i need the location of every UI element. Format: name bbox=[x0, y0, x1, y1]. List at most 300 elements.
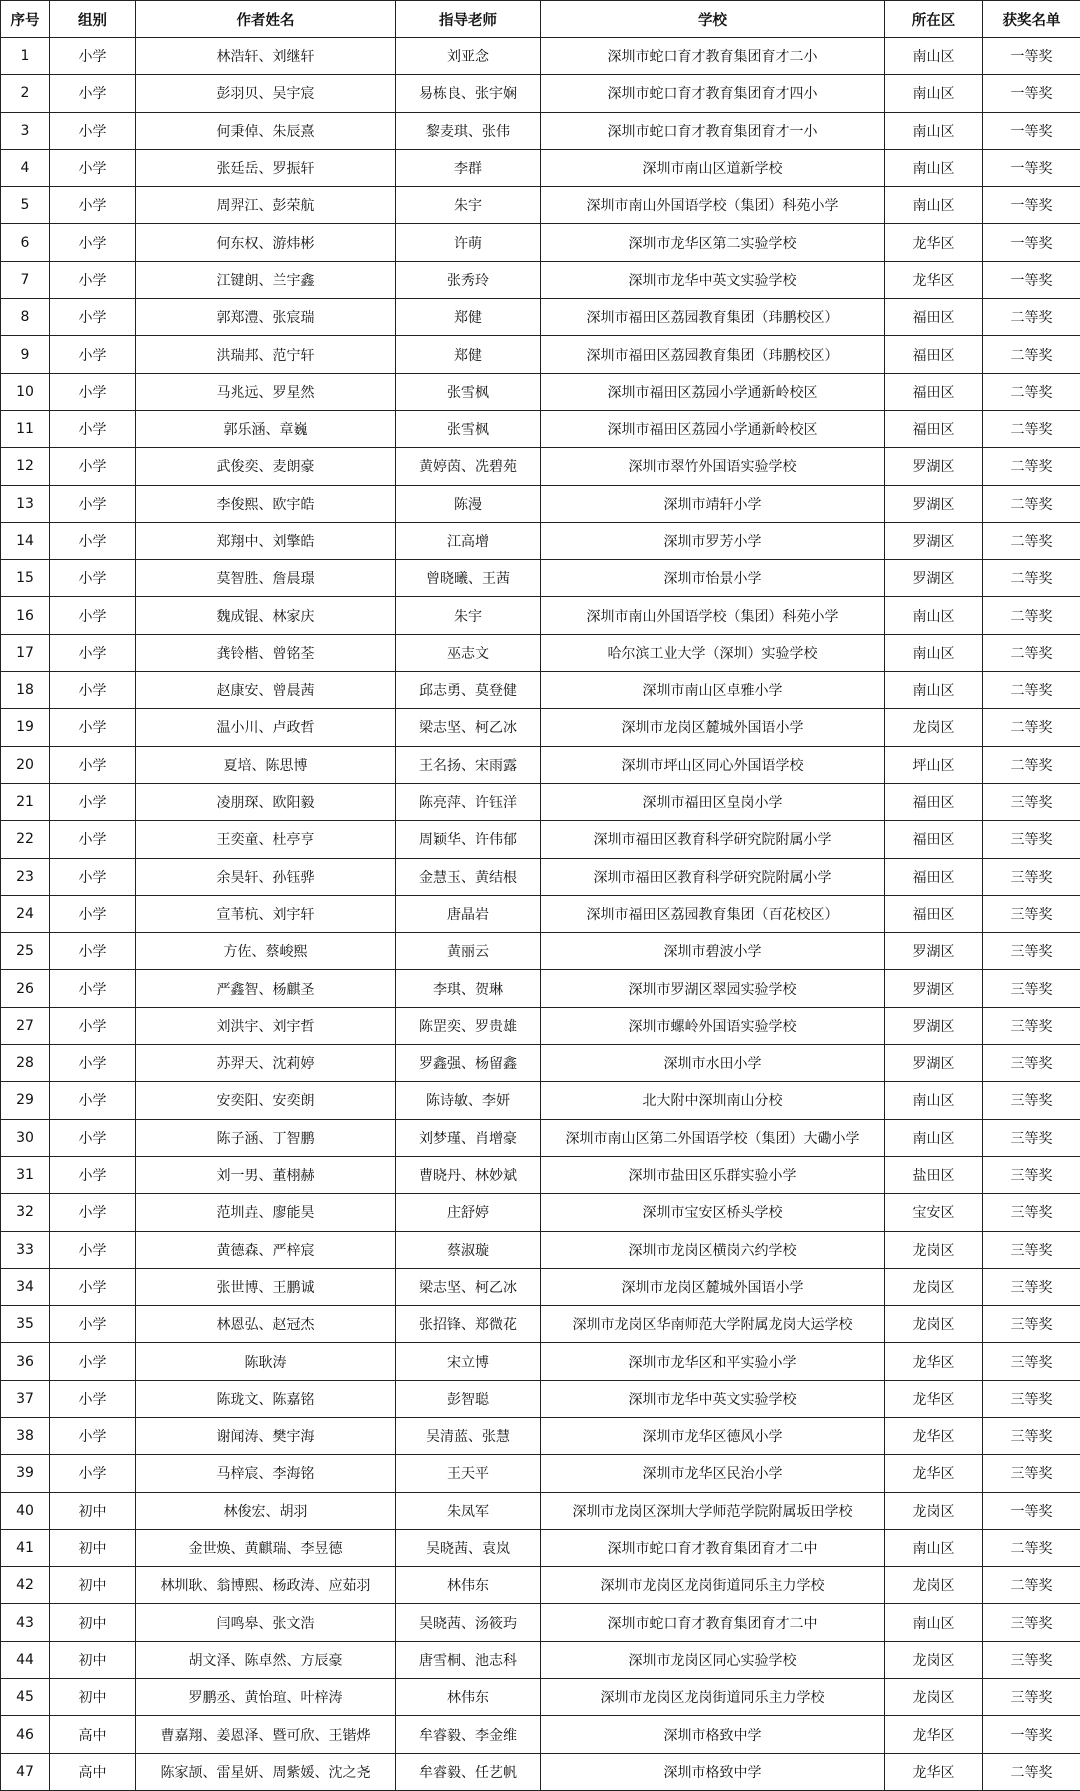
cell-teachers: 黄婷茵、冼碧苑 bbox=[396, 448, 541, 485]
cell-index: 40 bbox=[1, 1492, 50, 1529]
cell-group: 小学 bbox=[50, 38, 136, 75]
cell-teachers: 金慧玉、黄结根 bbox=[396, 858, 541, 895]
cell-district: 南山区 bbox=[885, 149, 983, 186]
cell-school: 深圳市龙华区德风小学 bbox=[541, 1417, 885, 1454]
cell-district: 南山区 bbox=[885, 1119, 983, 1156]
table-row bbox=[1, 1007, 1080, 1044]
cell-district: 龙岗区 bbox=[885, 1306, 983, 1343]
cell-group: 小学 bbox=[50, 1231, 136, 1268]
cell-authors: 李俊熙、欧宇皓 bbox=[136, 485, 396, 522]
cell-index: 41 bbox=[1, 1529, 50, 1566]
cell-index: 30 bbox=[1, 1119, 50, 1156]
table-row bbox=[1, 1380, 1080, 1417]
table-row bbox=[1, 1679, 1080, 1716]
cell-award: 一等奖 bbox=[983, 1716, 1080, 1753]
table-row bbox=[1, 187, 1080, 224]
cell-district: 龙华区 bbox=[885, 1455, 983, 1492]
cell-index: 14 bbox=[1, 522, 50, 559]
cell-index: 2 bbox=[1, 75, 50, 112]
cell-award: 二等奖 bbox=[983, 672, 1080, 709]
cell-group: 小学 bbox=[50, 709, 136, 746]
cell-teachers: 吴清蓝、张慧 bbox=[396, 1417, 541, 1454]
header-authors: 作者姓名 bbox=[136, 1, 396, 38]
cell-authors: 林恩弘、赵冠杰 bbox=[136, 1306, 396, 1343]
cell-award: 三等奖 bbox=[983, 1045, 1080, 1082]
cell-district: 宝安区 bbox=[885, 1194, 983, 1231]
cell-district: 南山区 bbox=[885, 1604, 983, 1641]
cell-authors: 马兆远、罗星然 bbox=[136, 373, 396, 410]
cell-group: 小学 bbox=[50, 448, 136, 485]
cell-district: 南山区 bbox=[885, 634, 983, 671]
cell-group: 小学 bbox=[50, 821, 136, 858]
cell-index: 44 bbox=[1, 1641, 50, 1678]
cell-index: 20 bbox=[1, 746, 50, 783]
table-row bbox=[1, 1268, 1080, 1305]
cell-group: 初中 bbox=[50, 1641, 136, 1678]
table-row bbox=[1, 1045, 1080, 1082]
cell-district: 罗湖区 bbox=[885, 970, 983, 1007]
cell-award: 三等奖 bbox=[983, 1306, 1080, 1343]
cell-district: 龙岗区 bbox=[885, 1492, 983, 1529]
cell-authors: 林俊宏、胡羽 bbox=[136, 1492, 396, 1529]
cell-school: 深圳市蛇口育才教育集团育才二中 bbox=[541, 1604, 885, 1641]
cell-district: 福田区 bbox=[885, 783, 983, 820]
table-row bbox=[1, 1306, 1080, 1343]
cell-award: 三等奖 bbox=[983, 1380, 1080, 1417]
cell-award: 二等奖 bbox=[983, 1567, 1080, 1604]
cell-group: 小学 bbox=[50, 149, 136, 186]
cell-award: 三等奖 bbox=[983, 858, 1080, 895]
cell-authors: 郭郑澧、张宸瑞 bbox=[136, 299, 396, 336]
cell-district: 福田区 bbox=[885, 336, 983, 373]
table-row bbox=[1, 224, 1080, 261]
cell-school: 深圳市福田区教育科学研究院附属小学 bbox=[541, 821, 885, 858]
cell-teachers: 吴晓茜、袁岚 bbox=[396, 1529, 541, 1566]
cell-authors: 马梓宸、李海铭 bbox=[136, 1455, 396, 1492]
table-row bbox=[1, 709, 1080, 746]
cell-authors: 王奕童、杜亭亨 bbox=[136, 821, 396, 858]
table-row bbox=[1, 597, 1080, 634]
cell-authors: 武俊奕、麦朗豪 bbox=[136, 448, 396, 485]
cell-teachers: 许萌 bbox=[396, 224, 541, 261]
table-header bbox=[1, 1, 1080, 38]
cell-district: 龙岗区 bbox=[885, 1567, 983, 1604]
table-row bbox=[1, 1604, 1080, 1641]
table-row bbox=[1, 410, 1080, 447]
cell-award: 三等奖 bbox=[983, 1268, 1080, 1305]
cell-group: 小学 bbox=[50, 1268, 136, 1305]
cell-group: 初中 bbox=[50, 1679, 136, 1716]
cell-school: 深圳市碧波小学 bbox=[541, 933, 885, 970]
table-row bbox=[1, 1231, 1080, 1268]
cell-teachers: 李琪、贺琳 bbox=[396, 970, 541, 1007]
cell-school: 深圳市南山外国语学校（集团）科苑小学 bbox=[541, 597, 885, 634]
cell-school: 深圳市罗芳小学 bbox=[541, 522, 885, 559]
cell-district: 龙华区 bbox=[885, 261, 983, 298]
cell-school: 深圳市福田区荔园教育集团（百花校区） bbox=[541, 895, 885, 932]
cell-award: 三等奖 bbox=[983, 1343, 1080, 1380]
cell-district: 盐田区 bbox=[885, 1156, 983, 1193]
cell-award: 二等奖 bbox=[983, 373, 1080, 410]
cell-teachers: 牟睿毅、李金维 bbox=[396, 1716, 541, 1753]
header-teachers: 指导老师 bbox=[396, 1, 541, 38]
cell-district: 罗湖区 bbox=[885, 560, 983, 597]
cell-school: 深圳市蛇口育才教育集团育才四小 bbox=[541, 75, 885, 112]
header-index: 序号 bbox=[1, 1, 50, 38]
cell-group: 小学 bbox=[50, 1380, 136, 1417]
cell-group: 小学 bbox=[50, 187, 136, 224]
cell-school: 深圳市坪山区同心外国语学校 bbox=[541, 746, 885, 783]
cell-award: 二等奖 bbox=[983, 634, 1080, 671]
cell-authors: 严鑫智、杨麒圣 bbox=[136, 970, 396, 1007]
cell-authors: 张廷岳、罗振轩 bbox=[136, 149, 396, 186]
cell-teachers: 张雪枫 bbox=[396, 410, 541, 447]
cell-index: 25 bbox=[1, 933, 50, 970]
cell-teachers: 王天平 bbox=[396, 1455, 541, 1492]
cell-authors: 洪瑞邦、范宁轩 bbox=[136, 336, 396, 373]
cell-index: 12 bbox=[1, 448, 50, 485]
table-row bbox=[1, 485, 1080, 522]
cell-award: 二等奖 bbox=[983, 522, 1080, 559]
cell-district: 罗湖区 bbox=[885, 448, 983, 485]
cell-group: 小学 bbox=[50, 560, 136, 597]
cell-teachers: 彭智聪 bbox=[396, 1380, 541, 1417]
cell-teachers: 梁志坚、柯乙冰 bbox=[396, 1268, 541, 1305]
cell-school: 深圳市龙华中英文实验学校 bbox=[541, 261, 885, 298]
table-row bbox=[1, 336, 1080, 373]
cell-award: 三等奖 bbox=[983, 1194, 1080, 1231]
cell-index: 27 bbox=[1, 1007, 50, 1044]
cell-school: 深圳市怡景小学 bbox=[541, 560, 885, 597]
table-row bbox=[1, 522, 1080, 559]
cell-index: 22 bbox=[1, 821, 50, 858]
cell-district: 龙华区 bbox=[885, 1716, 983, 1753]
table-row bbox=[1, 1082, 1080, 1119]
cell-index: 13 bbox=[1, 485, 50, 522]
cell-award: 三等奖 bbox=[983, 1007, 1080, 1044]
cell-school: 深圳市龙岗区龙岗街道同乐主力学校 bbox=[541, 1679, 885, 1716]
cell-group: 小学 bbox=[50, 112, 136, 149]
cell-school: 深圳市福田区荔园小学通新岭校区 bbox=[541, 410, 885, 447]
cell-authors: 方佐、蔡峻熙 bbox=[136, 933, 396, 970]
cell-authors: 刘一男、董栩赫 bbox=[136, 1156, 396, 1193]
cell-district: 龙岗区 bbox=[885, 1268, 983, 1305]
cell-teachers: 曹晓丹、林妙斌 bbox=[396, 1156, 541, 1193]
table-row bbox=[1, 821, 1080, 858]
cell-group: 小学 bbox=[50, 783, 136, 820]
table-row bbox=[1, 1492, 1080, 1529]
cell-group: 小学 bbox=[50, 672, 136, 709]
cell-school: 深圳市龙岗区华南师范大学附属龙岗大运学校 bbox=[541, 1306, 885, 1343]
cell-district: 龙华区 bbox=[885, 224, 983, 261]
cell-teachers: 刘亚念 bbox=[396, 38, 541, 75]
cell-index: 24 bbox=[1, 895, 50, 932]
cell-school: 深圳市龙岗区龙岗街道同乐主力学校 bbox=[541, 1567, 885, 1604]
cell-authors: 谢闻涛、樊宇海 bbox=[136, 1417, 396, 1454]
cell-index: 19 bbox=[1, 709, 50, 746]
cell-authors: 夏培、陈思博 bbox=[136, 746, 396, 783]
cell-award: 三等奖 bbox=[983, 1231, 1080, 1268]
cell-school: 深圳市龙岗区横岗六约学校 bbox=[541, 1231, 885, 1268]
cell-index: 1 bbox=[1, 38, 50, 75]
cell-district: 南山区 bbox=[885, 187, 983, 224]
cell-authors: 龚铃楷、曾铭荃 bbox=[136, 634, 396, 671]
cell-group: 小学 bbox=[50, 261, 136, 298]
table-row bbox=[1, 112, 1080, 149]
cell-award: 一等奖 bbox=[983, 38, 1080, 75]
cell-index: 23 bbox=[1, 858, 50, 895]
cell-index: 35 bbox=[1, 1306, 50, 1343]
cell-authors: 凌朋琛、欧阳毅 bbox=[136, 783, 396, 820]
cell-district: 福田区 bbox=[885, 373, 983, 410]
table-row bbox=[1, 38, 1080, 75]
cell-district: 龙岗区 bbox=[885, 1641, 983, 1678]
cell-index: 7 bbox=[1, 261, 50, 298]
header-school: 学校 bbox=[541, 1, 885, 38]
cell-school: 深圳市格致中学 bbox=[541, 1716, 885, 1753]
cell-district: 坪山区 bbox=[885, 746, 983, 783]
cell-group: 小学 bbox=[50, 1455, 136, 1492]
cell-group: 小学 bbox=[50, 299, 136, 336]
table-row bbox=[1, 858, 1080, 895]
cell-authors: 余昊轩、孙钰骅 bbox=[136, 858, 396, 895]
cell-teachers: 曾晓曦、王茜 bbox=[396, 560, 541, 597]
cell-district: 罗湖区 bbox=[885, 485, 983, 522]
cell-index: 10 bbox=[1, 373, 50, 410]
cell-index: 28 bbox=[1, 1045, 50, 1082]
cell-district: 南山区 bbox=[885, 112, 983, 149]
cell-school: 深圳市福田区教育科学研究院附属小学 bbox=[541, 858, 885, 895]
cell-award: 二等奖 bbox=[983, 709, 1080, 746]
cell-award: 三等奖 bbox=[983, 933, 1080, 970]
cell-group: 初中 bbox=[50, 1529, 136, 1566]
cell-index: 9 bbox=[1, 336, 50, 373]
cell-school: 深圳市福田区荔园小学通新岭校区 bbox=[541, 373, 885, 410]
cell-school: 深圳市龙华区和平实验小学 bbox=[541, 1343, 885, 1380]
cell-index: 11 bbox=[1, 410, 50, 447]
cell-teachers: 刘梦瑾、肖增豪 bbox=[396, 1119, 541, 1156]
cell-group: 小学 bbox=[50, 1306, 136, 1343]
cell-school: 深圳市南山区道新学校 bbox=[541, 149, 885, 186]
cell-award: 三等奖 bbox=[983, 1082, 1080, 1119]
cell-index: 45 bbox=[1, 1679, 50, 1716]
cell-authors: 张世博、王鹏诚 bbox=[136, 1268, 396, 1305]
cell-school: 深圳市龙岗区同心实验学校 bbox=[541, 1641, 885, 1678]
cell-authors: 刘洪宇、刘宇哲 bbox=[136, 1007, 396, 1044]
cell-group: 小学 bbox=[50, 895, 136, 932]
cell-district: 福田区 bbox=[885, 821, 983, 858]
cell-teachers: 唐晶岩 bbox=[396, 895, 541, 932]
cell-group: 小学 bbox=[50, 634, 136, 671]
cell-teachers: 宋立博 bbox=[396, 1343, 541, 1380]
cell-group: 小学 bbox=[50, 75, 136, 112]
cell-award: 一等奖 bbox=[983, 75, 1080, 112]
cell-index: 34 bbox=[1, 1268, 50, 1305]
cell-teachers: 梁志坚、柯乙冰 bbox=[396, 709, 541, 746]
table-row bbox=[1, 448, 1080, 485]
cell-award: 三等奖 bbox=[983, 821, 1080, 858]
cell-authors: 陈家颉、雷星妍、周紫媛、沈之尧 bbox=[136, 1753, 396, 1790]
cell-district: 龙岗区 bbox=[885, 1679, 983, 1716]
cell-district: 罗湖区 bbox=[885, 1045, 983, 1082]
cell-district: 龙岗区 bbox=[885, 1231, 983, 1268]
cell-school: 深圳市福田区皇岗小学 bbox=[541, 783, 885, 820]
cell-authors: 闫鸣皋、张文浩 bbox=[136, 1604, 396, 1641]
cell-school: 深圳市南山区卓雅小学 bbox=[541, 672, 885, 709]
cell-school: 深圳市龙岗区深圳大学师范学院附属坂田学校 bbox=[541, 1492, 885, 1529]
table-row bbox=[1, 1716, 1080, 1753]
table-row bbox=[1, 634, 1080, 671]
cell-district: 罗湖区 bbox=[885, 1007, 983, 1044]
cell-authors: 莫智胜、詹晨璟 bbox=[136, 560, 396, 597]
cell-group: 小学 bbox=[50, 746, 136, 783]
cell-school: 哈尔滨工业大学（深圳）实验学校 bbox=[541, 634, 885, 671]
cell-award: 二等奖 bbox=[983, 560, 1080, 597]
cell-teachers: 黎麦琪、张伟 bbox=[396, 112, 541, 149]
cell-teachers: 朱宇 bbox=[396, 597, 541, 634]
cell-school: 深圳市龙岗区麓城外国语小学 bbox=[541, 709, 885, 746]
cell-teachers: 张招锋、郑微花 bbox=[396, 1306, 541, 1343]
cell-teachers: 朱宇 bbox=[396, 187, 541, 224]
cell-school: 深圳市龙华区第二实验学校 bbox=[541, 224, 885, 261]
cell-group: 小学 bbox=[50, 1417, 136, 1454]
cell-district: 福田区 bbox=[885, 410, 983, 447]
cell-district: 福田区 bbox=[885, 858, 983, 895]
cell-group: 小学 bbox=[50, 1082, 136, 1119]
cell-district: 罗湖区 bbox=[885, 522, 983, 559]
cell-index: 8 bbox=[1, 299, 50, 336]
cell-authors: 金世焕、黄麒瑞、李昱德 bbox=[136, 1529, 396, 1566]
cell-school: 深圳市龙岗区麓城外国语小学 bbox=[541, 1268, 885, 1305]
cell-index: 18 bbox=[1, 672, 50, 709]
cell-index: 26 bbox=[1, 970, 50, 1007]
cell-teachers: 朱凤军 bbox=[396, 1492, 541, 1529]
cell-award: 三等奖 bbox=[983, 1641, 1080, 1678]
cell-teachers: 陈罡奕、罗贵雄 bbox=[396, 1007, 541, 1044]
table-row bbox=[1, 933, 1080, 970]
cell-district: 南山区 bbox=[885, 75, 983, 112]
cell-school: 深圳市福田区荔园教育集团（玮鹏校区） bbox=[541, 336, 885, 373]
header-district: 所在区 bbox=[885, 1, 983, 38]
cell-authors: 郭乐涵、章巍 bbox=[136, 410, 396, 447]
cell-school: 深圳市盐田区乐群实验小学 bbox=[541, 1156, 885, 1193]
cell-authors: 陈耿涛 bbox=[136, 1343, 396, 1380]
cell-school: 深圳市格致中学 bbox=[541, 1753, 885, 1790]
cell-award: 一等奖 bbox=[983, 224, 1080, 261]
cell-teachers: 黄丽云 bbox=[396, 933, 541, 970]
cell-teachers: 郑健 bbox=[396, 336, 541, 373]
cell-teachers: 郑健 bbox=[396, 299, 541, 336]
cell-authors: 安奕阳、安奕朗 bbox=[136, 1082, 396, 1119]
cell-authors: 魏成锟、林家庆 bbox=[136, 597, 396, 634]
cell-district: 南山区 bbox=[885, 1529, 983, 1566]
cell-school: 深圳市龙华中英文实验学校 bbox=[541, 1380, 885, 1417]
cell-district: 南山区 bbox=[885, 597, 983, 634]
cell-school: 深圳市螺岭外国语实验学校 bbox=[541, 1007, 885, 1044]
cell-group: 初中 bbox=[50, 1604, 136, 1641]
cell-index: 33 bbox=[1, 1231, 50, 1268]
cell-group: 初中 bbox=[50, 1492, 136, 1529]
cell-group: 小学 bbox=[50, 485, 136, 522]
cell-group: 小学 bbox=[50, 1119, 136, 1156]
cell-award: 三等奖 bbox=[983, 970, 1080, 1007]
cell-award: 三等奖 bbox=[983, 1119, 1080, 1156]
cell-index: 29 bbox=[1, 1082, 50, 1119]
table-row bbox=[1, 1455, 1080, 1492]
table-row bbox=[1, 1417, 1080, 1454]
cell-authors: 胡文泽、陈卓然、方辰豪 bbox=[136, 1641, 396, 1678]
cell-authors: 陈珑文、陈嘉铭 bbox=[136, 1380, 396, 1417]
cell-authors: 何东权、游炜彬 bbox=[136, 224, 396, 261]
cell-index: 17 bbox=[1, 634, 50, 671]
cell-school: 深圳市南山外国语学校（集团）科苑小学 bbox=[541, 187, 885, 224]
cell-authors: 温小川、卢政哲 bbox=[136, 709, 396, 746]
cell-index: 16 bbox=[1, 597, 50, 634]
cell-authors: 郑翔中、刘擎皓 bbox=[136, 522, 396, 559]
cell-school: 深圳市福田区荔园教育集团（玮鹏校区） bbox=[541, 299, 885, 336]
cell-group: 高中 bbox=[50, 1716, 136, 1753]
table-row bbox=[1, 970, 1080, 1007]
cell-index: 21 bbox=[1, 783, 50, 820]
cell-award: 二等奖 bbox=[983, 410, 1080, 447]
cell-index: 5 bbox=[1, 187, 50, 224]
cell-teachers: 邱志勇、莫登健 bbox=[396, 672, 541, 709]
cell-award: 三等奖 bbox=[983, 1679, 1080, 1716]
cell-index: 38 bbox=[1, 1417, 50, 1454]
cell-group: 小学 bbox=[50, 1045, 136, 1082]
cell-teachers: 陈亮萍、许钰洋 bbox=[396, 783, 541, 820]
cell-group: 小学 bbox=[50, 1343, 136, 1380]
cell-index: 46 bbox=[1, 1716, 50, 1753]
cell-index: 15 bbox=[1, 560, 50, 597]
table-row bbox=[1, 261, 1080, 298]
cell-teachers: 江高增 bbox=[396, 522, 541, 559]
table-row bbox=[1, 1529, 1080, 1566]
table-row bbox=[1, 1156, 1080, 1193]
cell-teachers: 牟睿毅、任艺帆 bbox=[396, 1753, 541, 1790]
table-row bbox=[1, 75, 1080, 112]
table-row bbox=[1, 1753, 1080, 1790]
cell-index: 32 bbox=[1, 1194, 50, 1231]
table-row bbox=[1, 299, 1080, 336]
cell-teachers: 林伟东 bbox=[396, 1679, 541, 1716]
cell-teachers: 易栋良、张宇娴 bbox=[396, 75, 541, 112]
cell-index: 39 bbox=[1, 1455, 50, 1492]
cell-authors: 曹嘉翔、姜恩泽、暨可欣、王锴烨 bbox=[136, 1716, 396, 1753]
cell-district: 福田区 bbox=[885, 895, 983, 932]
header-group: 组别 bbox=[50, 1, 136, 38]
cell-index: 43 bbox=[1, 1604, 50, 1641]
table-row bbox=[1, 1119, 1080, 1156]
table-row bbox=[1, 1567, 1080, 1604]
table-row bbox=[1, 1641, 1080, 1678]
cell-authors: 罗鹏丞、黄怡瑄、叶梓涛 bbox=[136, 1679, 396, 1716]
cell-district: 龙华区 bbox=[885, 1380, 983, 1417]
cell-authors: 彭羽贝、吴宇宸 bbox=[136, 75, 396, 112]
cell-school: 深圳市蛇口育才教育集团育才二中 bbox=[541, 1529, 885, 1566]
cell-group: 小学 bbox=[50, 933, 136, 970]
cell-award: 二等奖 bbox=[983, 336, 1080, 373]
cell-award: 二等奖 bbox=[983, 746, 1080, 783]
cell-school: 深圳市靖轩小学 bbox=[541, 485, 885, 522]
cell-award: 一等奖 bbox=[983, 261, 1080, 298]
cell-index: 36 bbox=[1, 1343, 50, 1380]
cell-group: 小学 bbox=[50, 410, 136, 447]
cell-award: 二等奖 bbox=[983, 448, 1080, 485]
cell-authors: 何秉倬、朱辰熹 bbox=[136, 112, 396, 149]
cell-district: 南山区 bbox=[885, 1082, 983, 1119]
table-row bbox=[1, 895, 1080, 932]
